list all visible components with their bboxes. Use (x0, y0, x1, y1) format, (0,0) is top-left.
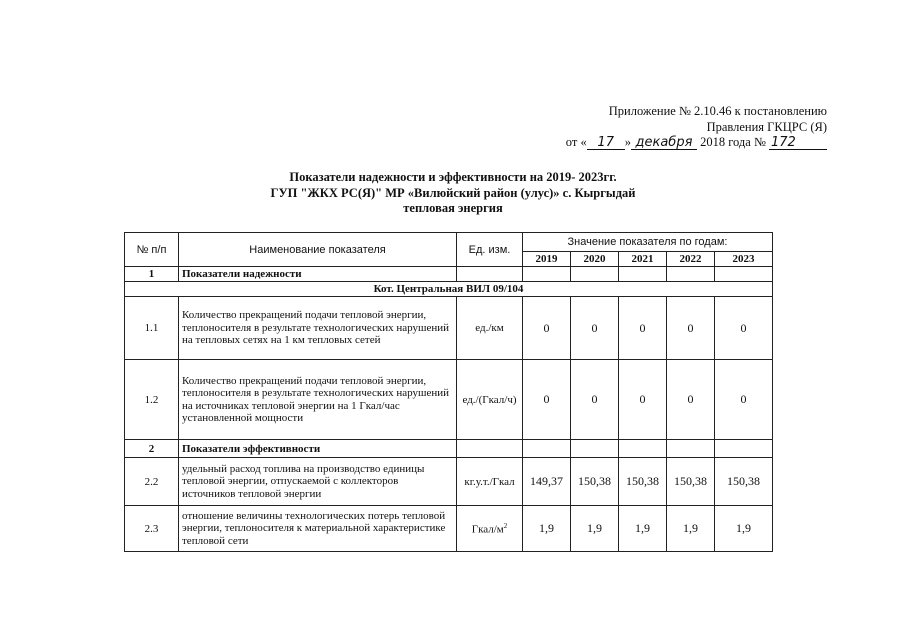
row-value: 0 (523, 360, 571, 440)
header-year: 2022 (667, 252, 715, 267)
appendix-header (566, 104, 827, 151)
empty-cell (715, 440, 773, 458)
empty-cell (619, 440, 667, 458)
row-value: 0 (619, 297, 667, 360)
section-num: 2 (125, 440, 179, 458)
row-name: отношение величины технологических потерь тепловой энергии, теплоносителя к материальной характеристике тепловой сети (179, 506, 457, 552)
handwritten-day: 17 (587, 136, 625, 150)
row-value: 0 (667, 297, 715, 360)
header-year: 2023 (715, 252, 773, 267)
empty-cell (667, 267, 715, 282)
unit-superscript: 2 (503, 521, 508, 530)
handwritten-number: 172 (769, 136, 827, 150)
row-num: 2.3 (125, 506, 179, 552)
appendix-date-line (566, 135, 827, 151)
row-value: 150,38 (715, 458, 773, 506)
row-value: 0 (619, 360, 667, 440)
row-name: Количество прекращений подачи тепловой энергии, теплоносителя в результате технологических нарушений на источниках тепловой энергии на 1 Гкал/час установленной мощности (179, 360, 457, 440)
header-year: 2020 (571, 252, 619, 267)
row-value: 0 (523, 297, 571, 360)
source-row: Кот. Центральная ВИЛ 09/104 (125, 282, 773, 297)
header-values-group: Значение показателя по годам: (523, 233, 773, 252)
row-unit: кг.у.т./Гкал (457, 458, 523, 506)
empty-cell (457, 440, 523, 458)
date-mid: » (624, 135, 631, 149)
row-num: 1.2 (125, 360, 179, 440)
header-year: 2021 (619, 252, 667, 267)
row-value: 1,9 (523, 506, 571, 552)
table-row (125, 360, 773, 440)
document-title (0, 170, 898, 217)
date-prefix: от « (565, 135, 587, 149)
header-unit: Ед. изм. (457, 233, 523, 267)
title-line-1: Показатели надежности и эффективности на 2019- 2023гг. (289, 170, 617, 184)
appendix-line-1: Приложение № 2.10.46 к постановлению (608, 104, 827, 118)
row-value: 0 (571, 297, 619, 360)
row-num: 1.1 (125, 297, 179, 360)
row-unit: ед./(Гкал/ч) (457, 360, 523, 440)
year-text: 2018 года № (700, 135, 766, 149)
table-row (125, 297, 773, 360)
section-title: Показатели эффективности (179, 440, 457, 458)
header-name: Наименование показателя (179, 233, 457, 267)
title-line-3: тепловая энергия (403, 201, 503, 215)
row-value: 0 (715, 360, 773, 440)
row-value: 1,9 (715, 506, 773, 552)
appendix-line-2: Правления ГКЦРС (Я) (706, 119, 827, 134)
section-row (125, 267, 773, 282)
row-value: 0 (571, 360, 619, 440)
handwritten-month: декабря (631, 136, 697, 150)
indicators-table (124, 232, 773, 552)
row-num: 2.2 (125, 458, 179, 506)
row-value: 1,9 (667, 506, 715, 552)
empty-cell (523, 267, 571, 282)
row-value: 150,38 (619, 458, 667, 506)
empty-cell (571, 267, 619, 282)
empty-cell (457, 267, 523, 282)
row-unit: ед./км (457, 297, 523, 360)
table-row (125, 458, 773, 506)
row-name: удельный расход топлива на производство единицы тепловой энергии, отпускаемой с коллекторов источников тепловой энергии (179, 458, 457, 506)
row-value: 1,9 (619, 506, 667, 552)
empty-cell (715, 267, 773, 282)
table-row (125, 506, 773, 552)
title-line-2: ГУП "ЖКХ РС(Я)" МР «Вилюйский район (улус)» с. Кыргыдай (270, 185, 636, 200)
header-year: 2019 (523, 252, 571, 267)
row-value: 1,9 (571, 506, 619, 552)
row-value: 0 (667, 360, 715, 440)
section-row (125, 440, 773, 458)
row-value: 0 (715, 297, 773, 360)
empty-cell (667, 440, 715, 458)
unit-text: Гкал/м (471, 523, 504, 536)
empty-cell (523, 440, 571, 458)
empty-cell (619, 267, 667, 282)
header-num: № п/п (125, 233, 179, 267)
row-value: 150,38 (571, 458, 619, 506)
section-title: Показатели надежности (179, 267, 457, 282)
row-value: 150,38 (667, 458, 715, 506)
empty-cell (571, 440, 619, 458)
row-value: 149,37 (523, 458, 571, 506)
row-name: Количество прекращений подачи тепловой энергии, теплоносителя в результате технологических нарушений на тепловых сетях на 1 км тепловых сетей (179, 297, 457, 360)
section-num: 1 (125, 267, 179, 282)
row-unit (457, 506, 523, 552)
